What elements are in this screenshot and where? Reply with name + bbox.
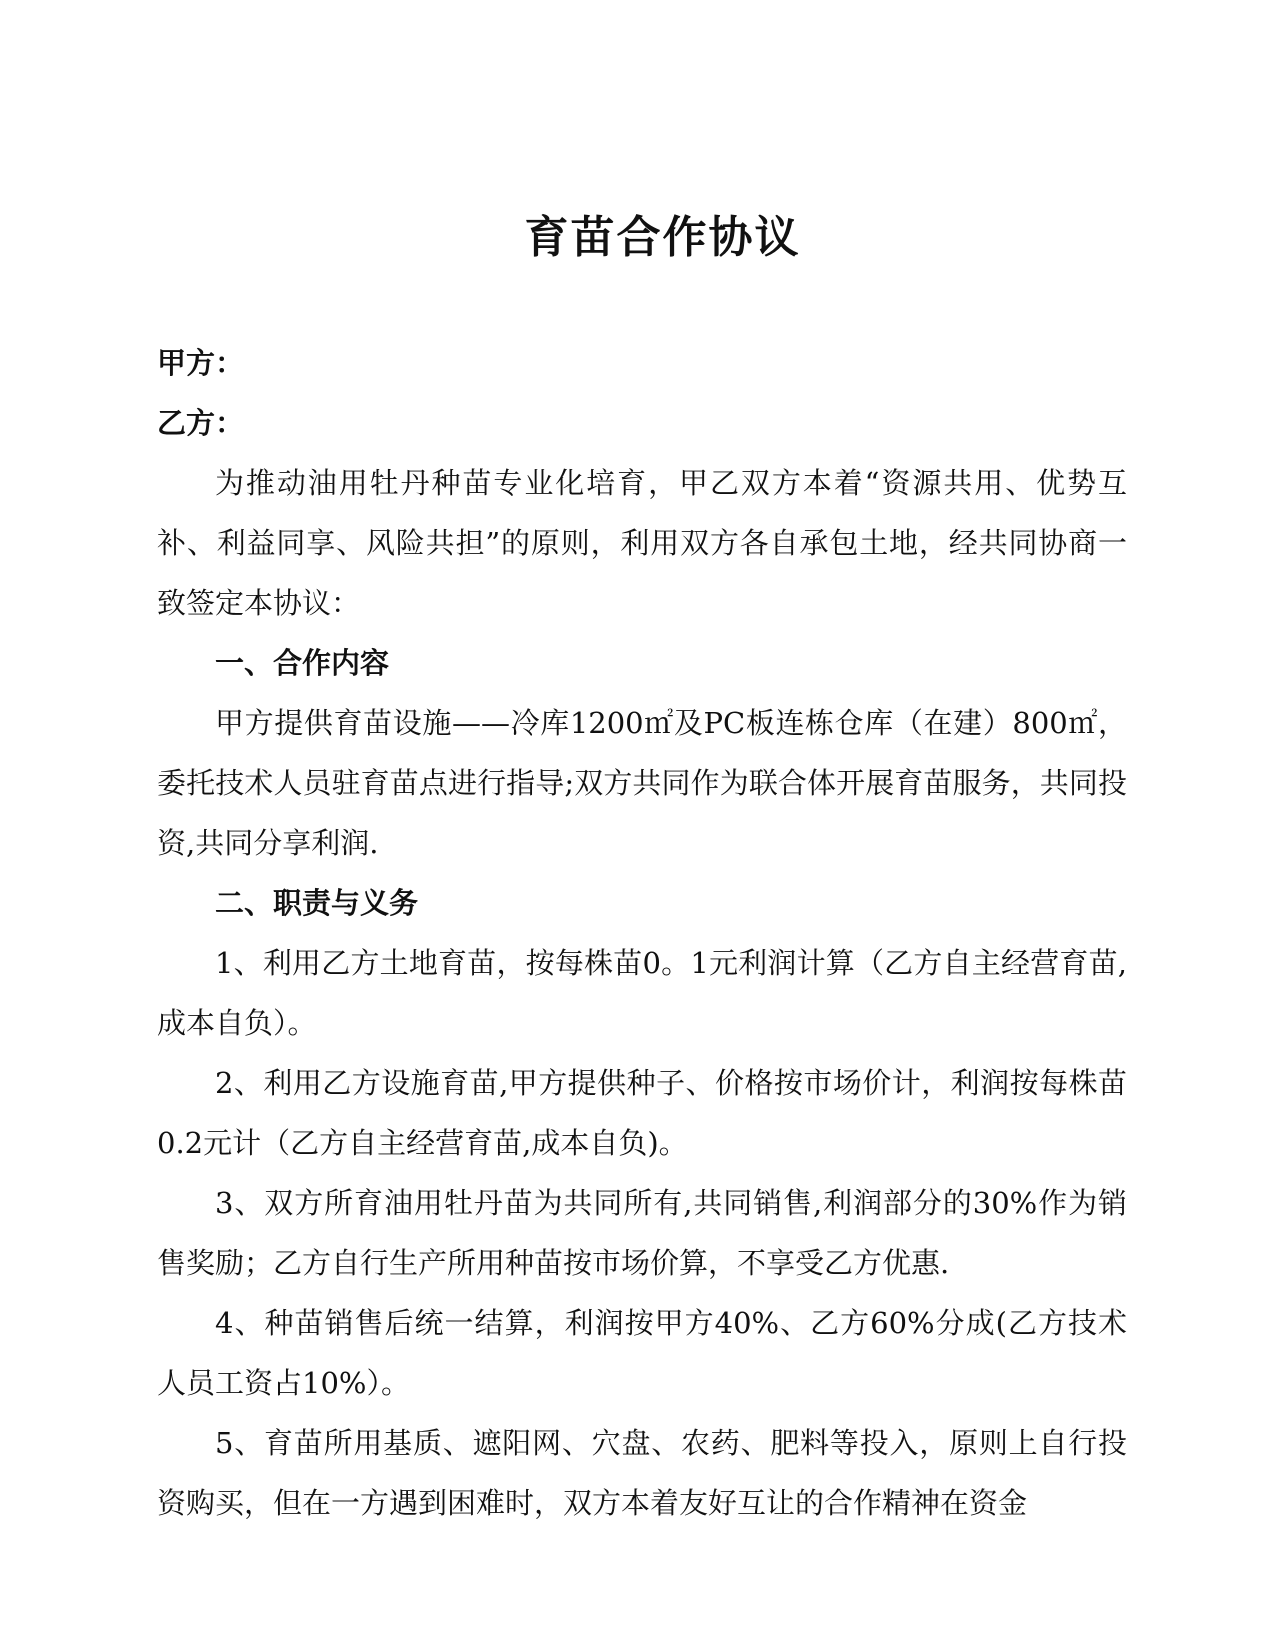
preamble-paragraph: 为推动油用牡丹种苗专业化培育，甲乙双方本着“资源共用、优势互补、利益同享、风险共担”的原则，利用双方各自承包土地，经共同协商一致签定本协议： xyxy=(157,466,1127,620)
section-heading-duties: 二、职责与义务 xyxy=(215,886,419,920)
duty-item-5: 5、育苗所用基质、遮阳网、穴盘、农药、肥料等投入，原则上自行投资购买，但在一方遇到困难时，双方本着友好互让的合作精神在资金 xyxy=(157,1426,1127,1520)
document-title: 育苗合作协议 xyxy=(524,212,801,263)
section-heading-cooperation: 一、合作内容 xyxy=(215,646,390,680)
duty-item-1: 1、利用乙方土地育苗，按每株苗0。1元利润计算（乙方自主经营育苗,成本自负）。 xyxy=(157,946,1127,1040)
party-a-label: 甲方： xyxy=(157,346,245,380)
duty-item-4: 4、种苗销售后统一结算，利润按甲方40%、乙方60%分成(乙方技术人员工资占10%）。 xyxy=(157,1306,1127,1400)
duty-item-2: 2、利用乙方设施育苗,甲方提供种子、价格按市场价计，利润按每株苗0.2元计（乙方自主经营育苗,成本自负)。 xyxy=(157,1066,1127,1160)
document-body xyxy=(157,333,1127,1533)
cooperation-content-paragraph: 甲方提供育苗设施——冷库1200㎡及PC板连栋仓库（在建）800㎡，委托技术人员驻育苗点进行指导;双方共同作为联合体开展育苗服务，共同投资,共同分享利润. xyxy=(157,706,1127,860)
party-b-label: 乙方： xyxy=(157,406,245,440)
duty-item-3: 3、双方所育油用牡丹苗为共同所有,共同销售,利润部分的30%作为销售奖励；乙方自行生产所用种苗按市场价算，不享受乙方优惠. xyxy=(157,1186,1127,1280)
